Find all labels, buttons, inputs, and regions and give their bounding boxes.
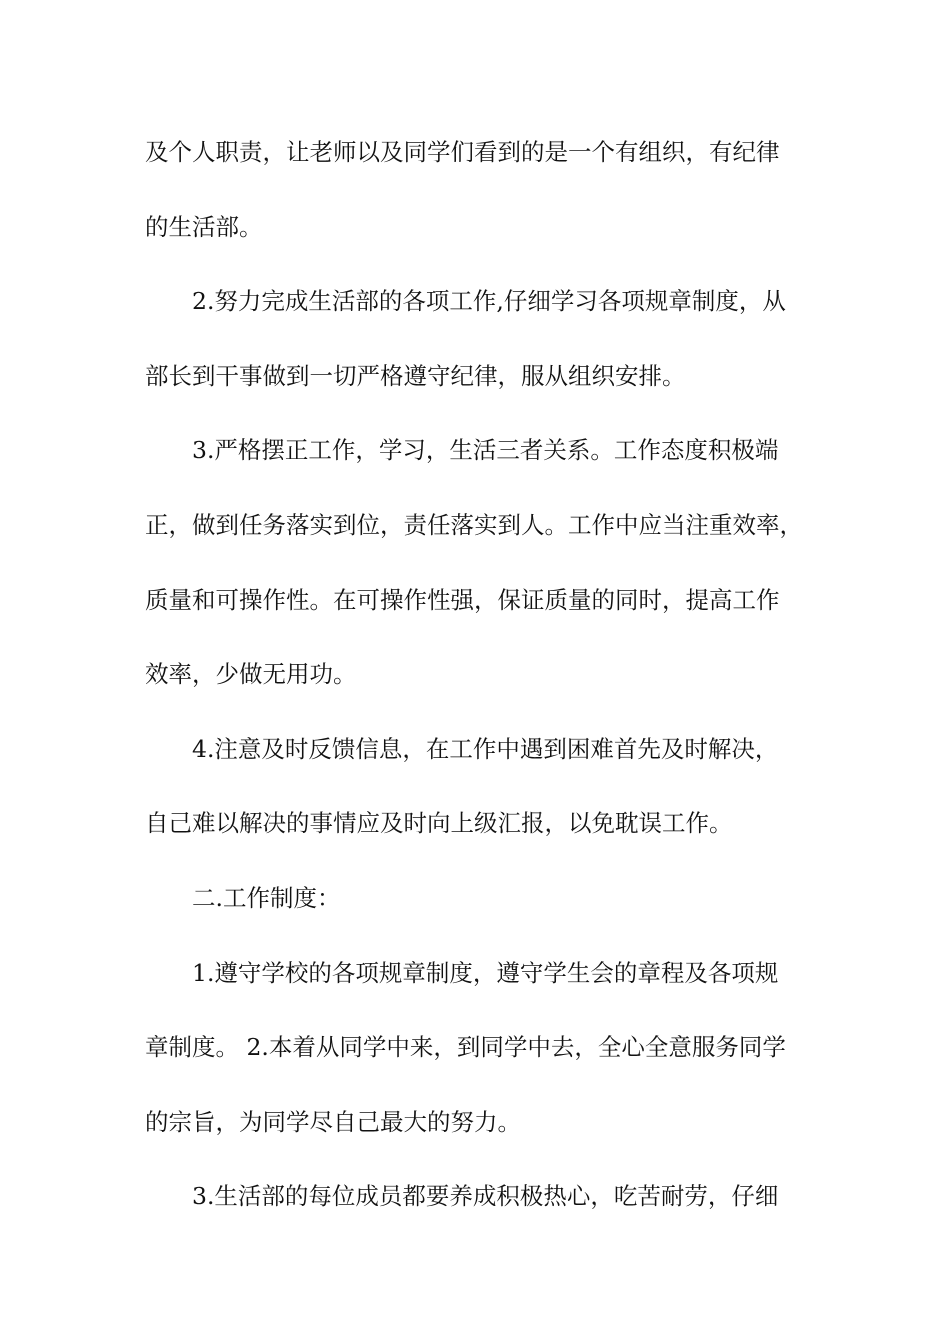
text-line: 1.遵守学校的各项规章制度，遵守学生会的章程及各项规: [192, 958, 779, 987]
text-line: 的宗旨，为同学尽自己最大的努力。: [145, 1107, 521, 1136]
text-line: 自己难以解决的事情应及时向上级汇报，以免耽误工作。: [145, 809, 733, 838]
text-line: 4.注意及时反馈信息，在工作中遇到困难首先及时解决，: [192, 734, 779, 763]
text-line: 3.生活部的每位成员都要养成积极热心，吃苦耐劳，仔细: [192, 1182, 779, 1211]
text-line: 3.严格摆正工作，学习，生活三者关系。工作态度积极端: [192, 436, 779, 465]
text-line: 效率，少做无用功。: [145, 660, 357, 689]
text-line: 2.努力完成生活部的各项工作,仔细学习各项规章制度，从: [192, 287, 786, 316]
text-line: 章制度。 2.本着从同学中来，到同学中去，全心全意服务同学: [145, 1033, 786, 1062]
text-line: 及个人职责，让老师以及同学们看到的是一个有组织，有纪律: [145, 138, 780, 166]
text-line: 质量和可操作性。在可操作性强，保证质量的同时，提高工作: [145, 585, 780, 614]
document-body: [145, 127, 835, 1246]
text-line: 部长到干事做到一切严格遵守纪律，服从组织安排。: [145, 361, 686, 390]
text-line: 的生活部。: [145, 212, 263, 241]
text-line: 正，做到任务落实到位，责任落实到人。工作中应当注重效率，: [145, 510, 803, 539]
text-line: 二.工作制度：: [192, 883, 341, 912]
